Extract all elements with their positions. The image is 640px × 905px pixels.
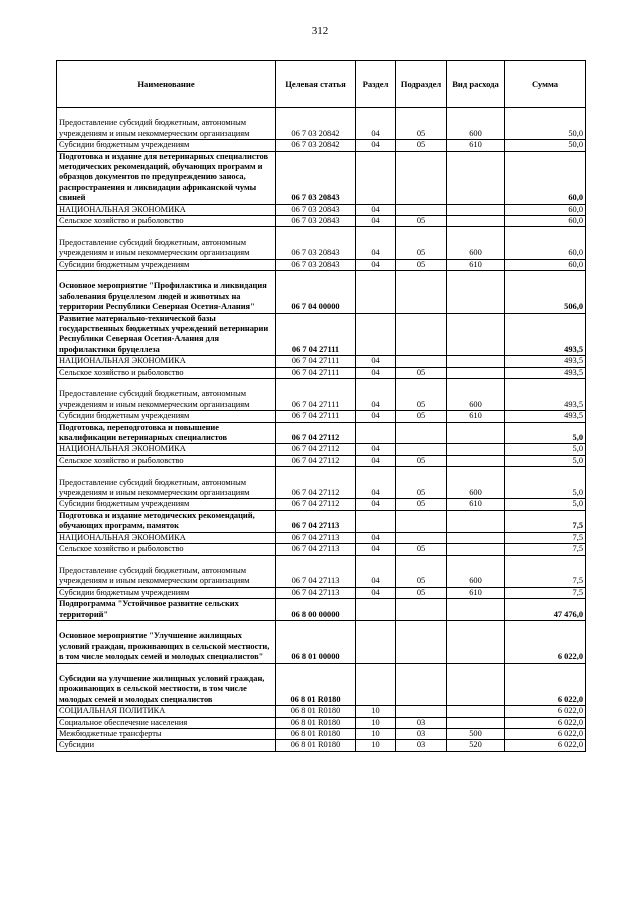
- table-row: [57, 740, 586, 751]
- cell-subsection: 05: [396, 499, 447, 510]
- cell-sum: 5,0: [505, 444, 586, 455]
- table-row: [57, 510, 586, 532]
- cell-subsection: 03: [396, 740, 447, 751]
- cell-name: Субсидии бюджетным учреждениям: [57, 411, 276, 422]
- cell-section: [356, 510, 396, 532]
- table-row: [57, 271, 586, 314]
- cell-subsection: 05: [396, 259, 447, 270]
- cell-sum: 5,0: [505, 467, 586, 499]
- cell-sum: 6 022,0: [505, 728, 586, 739]
- cell-name: НАЦИОНАЛЬНАЯ ЭКОНОМИКА: [57, 356, 276, 367]
- cell-code: 06 7 04 27113: [276, 555, 356, 587]
- table-row: [57, 587, 586, 598]
- cell-subsection: 05: [396, 587, 447, 598]
- table-row: [57, 216, 586, 227]
- cell-sum: 60,0: [505, 259, 586, 270]
- cell-sum: 493,5: [505, 313, 586, 356]
- cell-code: 06 7 04 00000: [276, 271, 356, 314]
- cell-section: 04: [356, 259, 396, 270]
- cell-name: НАЦИОНАЛЬНАЯ ЭКОНОМИКА: [57, 204, 276, 215]
- cell-type: [447, 151, 505, 204]
- cell-code: 06 7 04 27112: [276, 499, 356, 510]
- cell-sum: 60,0: [505, 227, 586, 259]
- cell-sum: 6 022,0: [505, 740, 586, 751]
- cell-section: 04: [356, 455, 396, 466]
- cell-name: Предоставление субсидий бюджетным, автономным учреждениям и иным некоммерческим организациям: [57, 555, 276, 587]
- cell-name: Субсидии бюджетным учреждениям: [57, 140, 276, 151]
- cell-section: 04: [356, 108, 396, 140]
- cell-subsection: 03: [396, 717, 447, 728]
- cell-subsection: [396, 532, 447, 543]
- cell-subsection: [396, 663, 447, 706]
- column-header-type: Вид расхода: [447, 61, 505, 108]
- column-header-sum: Сумма: [505, 61, 586, 108]
- cell-name: Подготовка, переподготовка и повышение квалификации ветеринарных специалистов: [57, 422, 276, 444]
- cell-subsection: 05: [396, 544, 447, 555]
- table-row: [57, 259, 586, 270]
- cell-code: 06 7 04 27112: [276, 422, 356, 444]
- cell-name: НАЦИОНАЛЬНАЯ ЭКОНОМИКА: [57, 532, 276, 543]
- cell-code: 06 8 01 R0180: [276, 740, 356, 751]
- table-row: [57, 706, 586, 717]
- cell-subsection: [396, 151, 447, 204]
- cell-section: 04: [356, 356, 396, 367]
- cell-section: 10: [356, 740, 396, 751]
- cell-sum: 7,5: [505, 510, 586, 532]
- cell-subsection: 03: [396, 728, 447, 739]
- cell-sum: 506,0: [505, 271, 586, 314]
- cell-sum: 7,5: [505, 555, 586, 587]
- cell-type: [447, 620, 505, 663]
- table-row: [57, 313, 586, 356]
- cell-type: [447, 510, 505, 532]
- cell-code: 06 7 04 27112: [276, 455, 356, 466]
- table-row: [57, 379, 586, 411]
- cell-sum: 60,0: [505, 204, 586, 215]
- cell-subsection: 05: [396, 555, 447, 587]
- cell-type: [447, 455, 505, 466]
- cell-name: Сельское хозяйство и рыболовство: [57, 544, 276, 555]
- cell-sum: 6 022,0: [505, 620, 586, 663]
- cell-name: Подпрограмма "Устойчивое развитие сельских территорий": [57, 599, 276, 621]
- table-row: [57, 620, 586, 663]
- cell-sum: 7,5: [505, 544, 586, 555]
- table-row: [57, 444, 586, 455]
- cell-type: [447, 356, 505, 367]
- cell-sum: 5,0: [505, 455, 586, 466]
- cell-section: 10: [356, 706, 396, 717]
- cell-code: 06 7 04 27111: [276, 411, 356, 422]
- cell-type: [447, 717, 505, 728]
- cell-sum: 493,5: [505, 367, 586, 378]
- cell-sum: 50,0: [505, 140, 586, 151]
- table-row: [57, 422, 586, 444]
- cell-type: 610: [447, 499, 505, 510]
- cell-subsection: [396, 313, 447, 356]
- cell-name: Основное мероприятие "Улучшение жилищных условий граждан, проживающих в сельской местности, в том числе молодых семей и молодых специалистов": [57, 620, 276, 663]
- cell-section: [356, 599, 396, 621]
- table-row: [57, 411, 586, 422]
- cell-subsection: [396, 356, 447, 367]
- cell-type: [447, 544, 505, 555]
- cell-code: 06 7 04 27113: [276, 532, 356, 543]
- table-row: [57, 204, 586, 215]
- cell-sum: 60,0: [505, 216, 586, 227]
- cell-subsection: [396, 204, 447, 215]
- cell-name: Подготовка и издание методических рекомендаций, обучающих программ, памяток: [57, 510, 276, 532]
- cell-subsection: 05: [396, 140, 447, 151]
- cell-code: 06 8 00 00000: [276, 599, 356, 621]
- cell-type: [447, 313, 505, 356]
- table-row: [57, 151, 586, 204]
- cell-section: 10: [356, 728, 396, 739]
- table-row: [57, 544, 586, 555]
- cell-name: Сельское хозяйство и рыболовство: [57, 367, 276, 378]
- cell-name: Субсидии на улучшение жилищных условий граждан, проживающих в сельской местности, в том числе молодых семей и молодых специалистов: [57, 663, 276, 706]
- cell-section: 04: [356, 227, 396, 259]
- cell-section: 04: [356, 379, 396, 411]
- cell-code: 06 7 04 27112: [276, 444, 356, 455]
- column-header-section: Раздел: [356, 61, 396, 108]
- cell-type: 600: [447, 379, 505, 411]
- cell-name: Предоставление субсидий бюджетным, автономным учреждениям и иным некоммерческим организациям: [57, 227, 276, 259]
- cell-code: 06 7 04 27111: [276, 367, 356, 378]
- cell-code: 06 7 04 27111: [276, 379, 356, 411]
- cell-section: 04: [356, 499, 396, 510]
- cell-sum: 60,0: [505, 151, 586, 204]
- table-row: [57, 367, 586, 378]
- cell-subsection: 05: [396, 467, 447, 499]
- cell-code: 06 7 04 27113: [276, 544, 356, 555]
- cell-section: 04: [356, 544, 396, 555]
- cell-section: [356, 313, 396, 356]
- cell-name: СОЦИАЛЬНАЯ ПОЛИТИКА: [57, 706, 276, 717]
- cell-type: [447, 204, 505, 215]
- cell-type: [447, 422, 505, 444]
- table-row: [57, 455, 586, 466]
- cell-type: 610: [447, 259, 505, 270]
- cell-subsection: 05: [396, 455, 447, 466]
- cell-type: 610: [447, 411, 505, 422]
- cell-type: 610: [447, 140, 505, 151]
- cell-code: 06 8 01 R0180: [276, 717, 356, 728]
- table-body: [57, 108, 586, 752]
- cell-sum: 7,5: [505, 532, 586, 543]
- cell-type: [447, 706, 505, 717]
- table-row: [57, 499, 586, 510]
- cell-code: 06 7 04 27111: [276, 356, 356, 367]
- column-header-subsection: Подраздел: [396, 61, 447, 108]
- cell-code: 06 7 03 20843: [276, 151, 356, 204]
- cell-name: Сельское хозяйство и рыболовство: [57, 216, 276, 227]
- cell-sum: 493,5: [505, 379, 586, 411]
- table-row: [57, 532, 586, 543]
- cell-sum: 6 022,0: [505, 663, 586, 706]
- cell-subsection: 05: [396, 367, 447, 378]
- table-row: [57, 599, 586, 621]
- cell-type: 600: [447, 555, 505, 587]
- cell-section: 04: [356, 555, 396, 587]
- cell-sum: 5,0: [505, 422, 586, 444]
- cell-name: Сельское хозяйство и рыболовство: [57, 455, 276, 466]
- table-row: [57, 467, 586, 499]
- cell-subsection: [396, 510, 447, 532]
- cell-code: 06 7 03 20843: [276, 216, 356, 227]
- cell-sum: 493,5: [505, 411, 586, 422]
- column-header-name: Наименование: [57, 61, 276, 108]
- cell-section: [356, 151, 396, 204]
- cell-type: [447, 271, 505, 314]
- cell-subsection: 05: [396, 227, 447, 259]
- cell-sum: 493,5: [505, 356, 586, 367]
- cell-code: 06 7 03 20843: [276, 227, 356, 259]
- cell-type: 610: [447, 587, 505, 598]
- cell-subsection: [396, 706, 447, 717]
- cell-code: 06 8 01 R0180: [276, 706, 356, 717]
- table-row: [57, 356, 586, 367]
- cell-subsection: [396, 444, 447, 455]
- cell-sum: 6 022,0: [505, 706, 586, 717]
- table-row: [57, 728, 586, 739]
- column-header-code: Целевая статья: [276, 61, 356, 108]
- cell-sum: 6 022,0: [505, 717, 586, 728]
- table-row: [57, 717, 586, 728]
- page-number: 312: [311, 25, 329, 37]
- cell-type: [447, 663, 505, 706]
- cell-code: 06 7 03 20842: [276, 108, 356, 140]
- cell-name: Подготовка и издание для ветеринарных специалистов методических рекомендаций, обучающих программ и образцов документов по предупреждению заноса, распространения и ликвидации африканской чумы свиней: [57, 151, 276, 204]
- cell-section: 04: [356, 367, 396, 378]
- cell-code: 06 7 03 20842: [276, 140, 356, 151]
- cell-type: [447, 599, 505, 621]
- cell-name: Предоставление субсидий бюджетным, автономным учреждениям и иным некоммерческим организациям: [57, 467, 276, 499]
- cell-subsection: 05: [396, 216, 447, 227]
- cell-code: 06 7 04 27112: [276, 467, 356, 499]
- cell-type: 520: [447, 740, 505, 751]
- cell-code: 06 7 04 27113: [276, 587, 356, 598]
- table-row: [57, 140, 586, 151]
- table-row: [57, 555, 586, 587]
- cell-name: Субсидии бюджетным учреждениям: [57, 499, 276, 510]
- cell-code: 06 8 01 00000: [276, 620, 356, 663]
- cell-section: 04: [356, 532, 396, 543]
- cell-name: Субсидии: [57, 740, 276, 751]
- cell-type: 500: [447, 728, 505, 739]
- cell-section: [356, 620, 396, 663]
- cell-name: Развитие материально-технической базы государственных бюджетных учреждений ветеринарии Республики Северная Осетия-Алания для профилактики бруцеллеза: [57, 313, 276, 356]
- cell-sum: 50,0: [505, 108, 586, 140]
- budget-table: [56, 60, 586, 752]
- cell-name: НАЦИОНАЛЬНАЯ ЭКОНОМИКА: [57, 444, 276, 455]
- cell-type: [447, 216, 505, 227]
- cell-subsection: [396, 422, 447, 444]
- cell-section: [356, 663, 396, 706]
- cell-code: 06 7 04 27111: [276, 313, 356, 356]
- cell-name: Предоставление субсидий бюджетным, автономным учреждениям и иным некоммерческим организациям: [57, 379, 276, 411]
- cell-name: Основное мероприятие "Профилактика и ликвидация заболевания бруцеллезом людей и животных на территории Республики Северная Осетия-Алания": [57, 271, 276, 314]
- cell-subsection: 05: [396, 108, 447, 140]
- cell-section: 04: [356, 216, 396, 227]
- cell-section: 04: [356, 467, 396, 499]
- cell-name: Социальное обеспечение населения: [57, 717, 276, 728]
- cell-subsection: 05: [396, 379, 447, 411]
- cell-code: 06 8 01 R0180: [276, 663, 356, 706]
- table-row: [57, 227, 586, 259]
- cell-section: 04: [356, 204, 396, 215]
- cell-type: [447, 532, 505, 543]
- cell-code: 06 8 01 R0180: [276, 728, 356, 739]
- table-header-row: [57, 61, 586, 108]
- cell-name: Предоставление субсидий бюджетным, автономным учреждениям и иным некоммерческим организациям: [57, 108, 276, 140]
- table-row: [57, 108, 586, 140]
- cell-section: 04: [356, 411, 396, 422]
- cell-type: [447, 444, 505, 455]
- cell-subsection: [396, 599, 447, 621]
- cell-code: 06 7 03 20843: [276, 204, 356, 215]
- cell-type: 600: [447, 227, 505, 259]
- cell-sum: 47 476,0: [505, 599, 586, 621]
- table-row: [57, 663, 586, 706]
- cell-section: [356, 271, 396, 314]
- cell-code: 06 7 03 20843: [276, 259, 356, 270]
- cell-type: 600: [447, 108, 505, 140]
- cell-section: 04: [356, 587, 396, 598]
- cell-section: [356, 422, 396, 444]
- cell-name: Субсидии бюджетным учреждениям: [57, 259, 276, 270]
- cell-name: Субсидии бюджетным учреждениям: [57, 587, 276, 598]
- cell-section: 10: [356, 717, 396, 728]
- cell-name: Межбюджетные трансферты: [57, 728, 276, 739]
- cell-sum: 7,5: [505, 587, 586, 598]
- cell-type: [447, 367, 505, 378]
- cell-section: 04: [356, 140, 396, 151]
- cell-subsection: 05: [396, 411, 447, 422]
- cell-sum: 5,0: [505, 499, 586, 510]
- cell-type: 600: [447, 467, 505, 499]
- cell-subsection: [396, 620, 447, 663]
- cell-section: 04: [356, 444, 396, 455]
- cell-subsection: [396, 271, 447, 314]
- cell-code: 06 7 04 27113: [276, 510, 356, 532]
